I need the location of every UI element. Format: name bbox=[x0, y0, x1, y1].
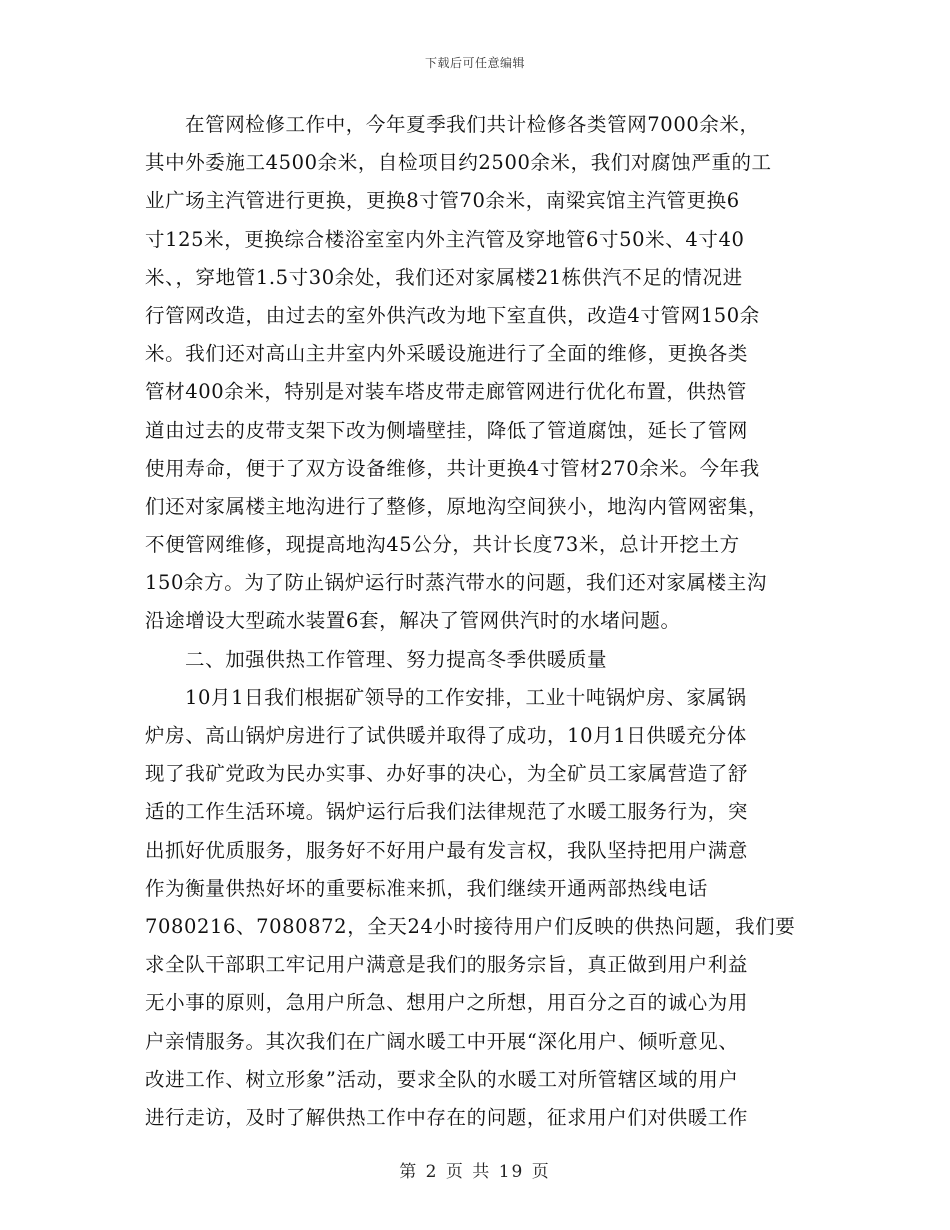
text-line: 求全队干部职工牢记用户满意是我们的服务宗旨，真正做到用户利益 bbox=[145, 953, 749, 977]
document-body bbox=[145, 106, 815, 1137]
text-line: 们还对家属楼主地沟进行了整修，原地沟空间狭小，地沟内管网密集， bbox=[145, 494, 769, 518]
text-line: 进行走访，及时了解供热工作中存在的问题，征求用户们对供暖工作 bbox=[145, 1105, 749, 1129]
text-line: 户亲情服务。其次我们在广阔水暖工中开展“深化用户、倾听意见、 bbox=[145, 1029, 739, 1053]
text-line: 炉房、高山锅炉房进行了试供暖并取得了成功，10月1日供暖充分体 bbox=[145, 724, 747, 747]
text-line: 无小事的原则，急用户所急、想用户之所想，用百分之百的诚心为用 bbox=[145, 991, 749, 1015]
text-line: 现了我矿党政为民办实事、办好事的决心，为全矿员工家属营造了舒 bbox=[145, 762, 749, 786]
text-line: 使用寿命，便于了双方设备维修，共计更换4寸管材270余米。今年我 bbox=[145, 456, 760, 480]
text-line: 在管网检修工作中，今年夏季我们共计检修各类管网7000余米， bbox=[185, 113, 760, 136]
text-line: 行管网改造，由过去的室外供汽改为地下室直供，改造4寸管网150余 bbox=[145, 303, 760, 327]
text-line: 寸125米，更换综合楼浴室室内外主汽管及穿地管6寸50米、4寸40 bbox=[145, 227, 745, 251]
text-line: 不便管网维修，现提高地沟45公分，共计长度73米，总计开挖土方 bbox=[145, 533, 740, 557]
text-line: 适的工作生活环境。锅炉运行后我们法律规范了水暖工服务行为，突 bbox=[145, 800, 749, 824]
text-line: 管材400余米，特别是对装车塔皮带走廊管网进行优化布置，供热管 bbox=[145, 380, 747, 404]
text-line: 出抓好优质服务，服务好不好用户最有发言权，我队坚持把用户满意 bbox=[145, 838, 749, 862]
text-line: 道由过去的皮带支架下改为侧墙壁挂，降低了管道腐蚀，延长了管网 bbox=[145, 418, 749, 442]
text-line: 米、，穿地管1.5寸30余处，我们还对家属楼21栋供汽不足的情况进 bbox=[145, 265, 743, 289]
text-line: 150余方。为了防止锅炉运行时蒸汽带水的问题，我们还对家属楼主沟 bbox=[145, 571, 767, 595]
text-line: 其中外委施工4500余米，自检项目约2500余米，我们对腐蚀严重的工 bbox=[145, 151, 772, 175]
section-heading: 二、加强供热工作管理、努力提高冬季供暖质量 bbox=[185, 647, 608, 671]
page-header: 下载后可任意编辑 bbox=[424, 56, 525, 70]
text-line: 沿途增设大型疏水装置6套，解决了管网供汽时的水堵问题。 bbox=[145, 609, 681, 633]
text-line: 10月1日我们根据矿领导的工作安排，工业十吨锅炉房、家属锅 bbox=[185, 685, 747, 709]
text-line: 改进工作、树立形象”活动，要求全队的水暖工对所管辖区域的用户 bbox=[145, 1067, 739, 1091]
text-line: 米。我们还对高山主井室内外采暖设施进行了全面的维修，更换各类 bbox=[145, 342, 749, 366]
text-line: 业广场主汽管进行更换，更换8寸管70余米，南梁宾馆主汽管更换6 bbox=[145, 189, 740, 213]
page-number: 第 2 页 共 19 页 bbox=[399, 1162, 551, 1182]
text-line: 作为衡量供热好坏的重要标准来抓，我们继续开通两部热线电话 bbox=[145, 876, 708, 900]
text-line: 7080216、7080872，全天24小时接待用户们反映的供热问题，我们要 bbox=[145, 914, 796, 938]
